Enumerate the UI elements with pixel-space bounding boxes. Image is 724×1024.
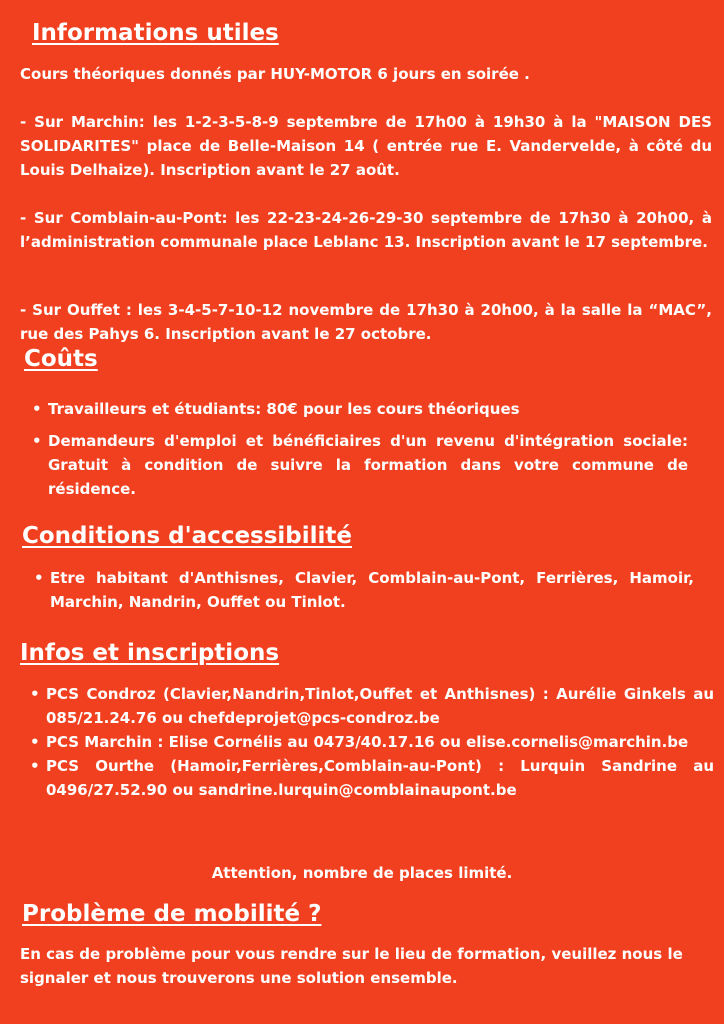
heading-informations-utiles: Informations utiles (32, 20, 279, 46)
heading-infos-inscriptions: Infos et inscriptions (20, 640, 280, 666)
list-item: • PCS Ourthe (Hamoir,Ferrières,Comblain-au-Pont) : Lurquin Sandrine au 0496/27.52.90 ou sandrine.lurquin@comblainaupont.be (30, 754, 714, 802)
session-ouffet: - Sur Ouffet : les 3-4-5-7-10-12 novembre de 17h30 à 20h00, à la salle la “MAC”, rue des Pahys 6. Inscription avant le 27 octobre. (20, 301, 712, 343)
heading-couts: Coûts (24, 346, 98, 372)
list-item: • Travailleurs et étudiants: 80€ pour les cours théoriques (32, 397, 688, 421)
list-item: • Etre habitant d'Anthisnes, Clavier, Comblain-au-Pont, Ferrières, Hamoir, Marchin, Nandrin, Ouffet ou Tinlot. (34, 566, 694, 614)
heading-conditions: Conditions d'accessibilité (22, 523, 353, 549)
mobilite-text: En cas de problème pour vous rendre sur le lieu de formation, veuillez nous le signaler et nous trouverons une solution ensemble. (20, 945, 683, 987)
list-item: • PCS Marchin : Elise Cornélis au 0473/40.17.16 ou elise.cornelis@marchin.be (30, 730, 714, 754)
inscriptions-list (30, 682, 714, 802)
attention-note: Attention, nombre de places limité. (211, 864, 513, 882)
couts-list (32, 397, 688, 501)
conditions-list (34, 566, 694, 614)
list-item: • PCS Condroz (Clavier,Nandrin,Tinlot,Ouffet et Anthisnes) : Aurélie Ginkels au 085/21.24.76 ou chefdeprojet@pcs-condroz.be (30, 682, 714, 730)
session-comblain: - Sur Comblain-au-Pont: les 22-23-24-26-29-30 septembre de 17h30 à 20h00, à l’administration communale place Leblanc 13. Inscription avant le 17 septembre. (20, 209, 712, 251)
heading-mobilite: Problème de mobilité ? (22, 901, 322, 927)
session-marchin: - Sur Marchin: les 1-2-3-5-8-9 septembre de 17h00 à 19h30 à la "MAISON DES SOLIDARITES" place de Belle-Maison 14 ( entrée rue E. Vandervelde, à côté du Louis Delhaize). Inscription avant le 27 août. (20, 113, 712, 179)
list-item: • Demandeurs d'emploi et bénéficiaires d'un revenu d'intégration sociale: Gratuit à condition de suivre la formation dans votre commune de résidence. (32, 429, 688, 501)
intro-text: Cours théoriques donnés par HUY-MOTOR 6 jours en soirée . (20, 65, 530, 83)
